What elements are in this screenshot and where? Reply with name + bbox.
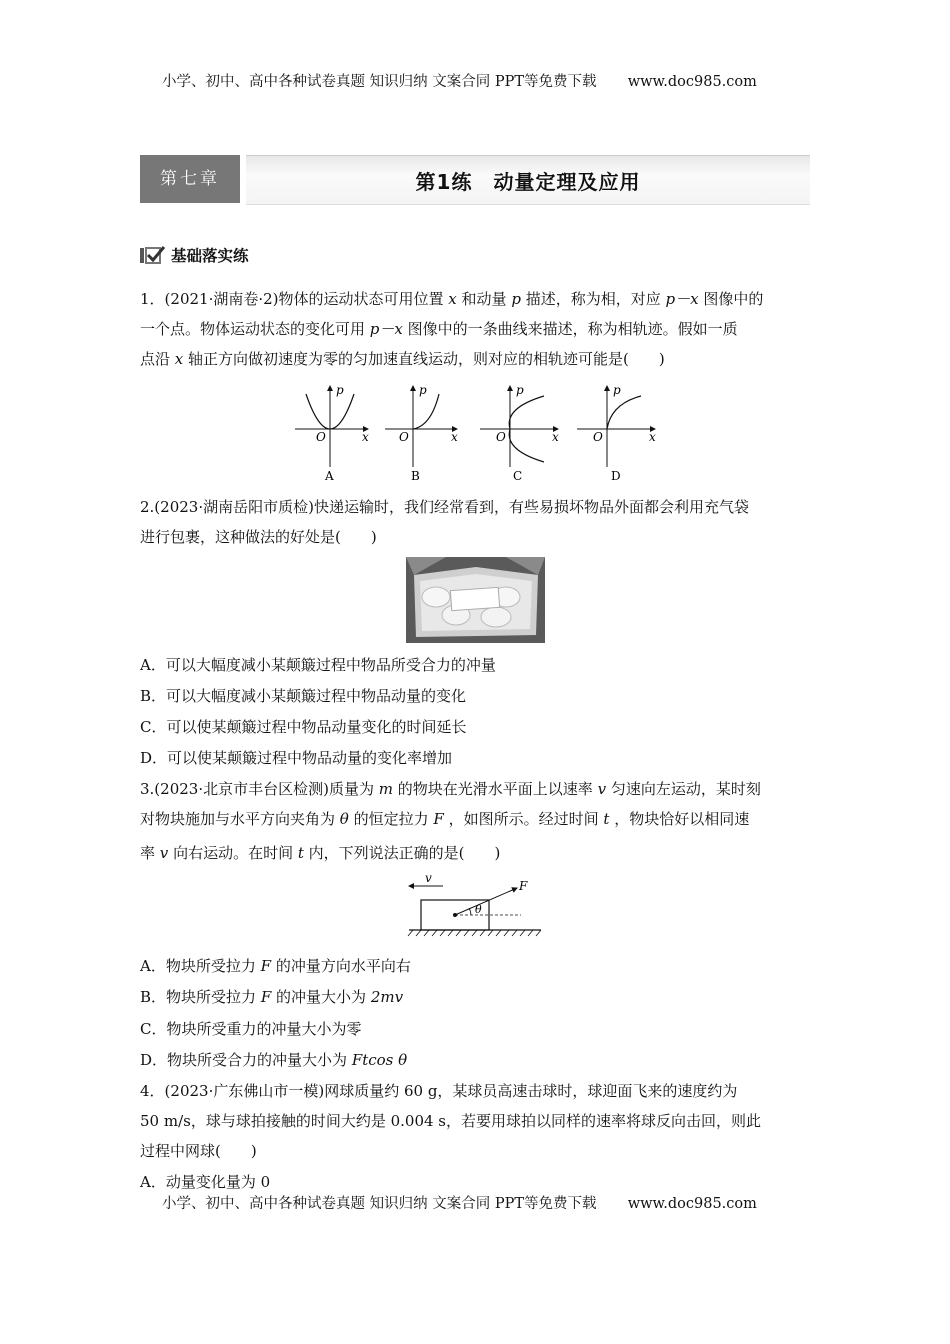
q3-option-a[interactable] [140, 955, 411, 976]
q3-line3 [140, 843, 500, 863]
angle-label: θ [475, 903, 482, 916]
page-header [162, 70, 757, 91]
q4-line3: 过程中网球( ) [140, 1142, 257, 1160]
graph-d-label: D [611, 469, 621, 483]
q3-text: 的恒定拉力 [353, 810, 429, 828]
q3-var-theta: θ [339, 810, 349, 828]
q3-block-diagram [405, 872, 545, 942]
q1-text: 图像中的 [703, 290, 764, 308]
graph-b-label: B [411, 469, 420, 483]
graph-a-x-label: x [362, 430, 369, 444]
graph-d-origin: O [593, 430, 603, 444]
header-site-text: 小学、初中、高中各种试卷真题 知识归纳 文案合同 PPT等免费下载 [162, 74, 597, 90]
graph-c[interactable] [480, 383, 559, 483]
footer-url[interactable]: www.doc985.com [627, 1196, 757, 1212]
graph-d-p-label: p [613, 383, 621, 397]
graph-b[interactable] [385, 383, 458, 483]
q3-text: 3.(2023·北京市丰台区检测)质量为 [140, 780, 374, 798]
graph-d[interactable] [577, 383, 656, 483]
force-label: F [519, 879, 528, 893]
q2-option-b[interactable]: B．可以大幅度减小某颠簸过程中物品动量的变化 [140, 687, 467, 705]
q1-var-x: x [174, 350, 184, 368]
section-title: 基础落实练 [171, 247, 249, 265]
graph-c-label: C [513, 469, 523, 483]
q3-text: 率 [140, 844, 156, 862]
q3-var-t: t [297, 844, 304, 862]
title-bar [246, 155, 810, 205]
q1-graphs [290, 382, 660, 484]
q3-text: 匀速向左运动，某时刻 [610, 780, 761, 798]
q1-text: 描述，称为相，对应 [525, 290, 661, 308]
graph-c-origin: O [496, 430, 506, 444]
graph-a-p-label: p [336, 383, 344, 397]
q3-var-v: v [159, 844, 169, 862]
package-photo [406, 557, 545, 643]
q3-text: 的物块在光滑水平面上以速率 [397, 780, 593, 798]
q4-option-a[interactable]: A．动量变化量为 0 [140, 1173, 271, 1191]
q3-var-f: F [260, 988, 272, 1006]
air-cushion-package-image [406, 557, 545, 643]
q1-line1 [140, 289, 763, 309]
graph-a-label: A [325, 469, 334, 483]
q3-line1 [140, 779, 761, 799]
q3-option-d-value: Ftcos θ [351, 1051, 408, 1069]
q3-line2 [140, 809, 749, 829]
q4-line2: 50 m/s，球与球拍接触的时间大约是 0.004 s，若要用球拍以同样的速率将球反向击回，则此 [140, 1112, 762, 1130]
q3-option-a-text: A．物块所受拉力 [140, 957, 256, 975]
q2-line1: 2.(2023·湖南岳阳市质检)快递运输时，我们经常看到，有些易损坏物品外面都会利用充气袋 [140, 498, 749, 516]
q1-line2 [140, 319, 738, 339]
page-title: 第1练 动量定理及应用 [415, 170, 641, 194]
q2-option-a[interactable]: A．可以大幅度减小某颠簸过程中物品所受合力的冲量 [140, 656, 496, 674]
q2-option-c[interactable]: C．可以使某颠簸过程中物品动量变化的时间延长 [140, 718, 467, 736]
graph-b-origin: O [399, 430, 409, 444]
q1-text: 一个点。物体运动状态的变化可用 [140, 320, 366, 338]
q3-option-a-text: 的冲量方向水平向右 [275, 957, 411, 975]
graph-b-curve [413, 394, 439, 429]
q3-text: 对物块施加与水平方向夹角为 [140, 810, 336, 828]
q1-text: 1．(2021·湖南卷·2)物体的运动状态可用位置 [140, 290, 444, 308]
chapter-banner [140, 143, 810, 237]
q3-option-b-text: 的冲量大小为 [276, 988, 367, 1006]
q1-line3 [140, 349, 665, 369]
ground-hatching [408, 930, 541, 936]
section-heading [140, 244, 249, 266]
footer-site-text: 小学、初中、高中各种试卷真题 知识归纳 文案合同 PPT等免费下载 [162, 1196, 597, 1212]
q3-var-t: t [603, 810, 610, 828]
graph-c-x-label: x [552, 430, 559, 444]
q3-var-f: F [260, 957, 272, 975]
q3-option-b[interactable] [140, 986, 403, 1007]
header-url[interactable]: www.doc985.com [627, 74, 757, 90]
q4-line1: 4．(2023·广东佛山市一模)网球质量约 60 g，某球员高速击球时，球迎面飞来的速度约为 [140, 1082, 738, 1100]
q3-option-d-text: D．物块所受合力的冲量大小为 [140, 1051, 348, 1069]
q3-var-m: m [378, 780, 393, 798]
q1-text: 点沿 [140, 350, 171, 368]
q3-option-b-text: B．物块所受拉力 [140, 988, 257, 1006]
graph-a[interactable] [295, 383, 369, 483]
velocity-label: v [425, 872, 432, 885]
q3-option-b-value: 2mv [370, 988, 404, 1006]
page-footer [162, 1192, 757, 1213]
checkmark-icon [140, 245, 166, 265]
q3-text: 向右运动。在时间 [173, 844, 294, 862]
q3-text: ，物块恰好以相同速 [614, 810, 750, 828]
q1-text: 轴正方向做初速度为零的匀加速直线运动，则对应的相轨迹可能是( ) [188, 350, 665, 368]
q1-text: 和动量 [461, 290, 507, 308]
graph-b-p-label: p [419, 383, 427, 397]
q1-var-x: x [448, 290, 457, 308]
graph-c-p-label: p [516, 383, 524, 397]
q1-var-px: p－x [369, 320, 403, 338]
chapter-label: 第七章 [140, 155, 240, 203]
q1-text: 图像中的一条曲线来描述，称为相轨迹。假如一质 [407, 320, 738, 338]
q3-option-d[interactable] [140, 1049, 407, 1070]
q3-var-f: F [433, 810, 444, 828]
graph-d-x-label: x [649, 430, 656, 444]
q3-text: 内，下列说法正确的是( ) [308, 844, 501, 862]
graph-a-origin: O [316, 430, 326, 444]
graph-d-curve [607, 396, 641, 429]
q3-var-v: v [597, 780, 607, 798]
q1-var-px: p－x [665, 290, 699, 308]
q2-line2: 进行包裹，这种做法的好处是( ) [140, 528, 377, 546]
q2-option-d[interactable]: D．可以使某颠簸过程中物品动量的变化率增加 [140, 749, 453, 767]
q1-var-p: p [511, 290, 521, 308]
q3-text: ，如图所示。经过时间 [448, 810, 599, 828]
q3-option-c[interactable]: C．物块所受重力的冲量大小为零 [140, 1020, 362, 1038]
graph-b-x-label: x [451, 430, 458, 444]
